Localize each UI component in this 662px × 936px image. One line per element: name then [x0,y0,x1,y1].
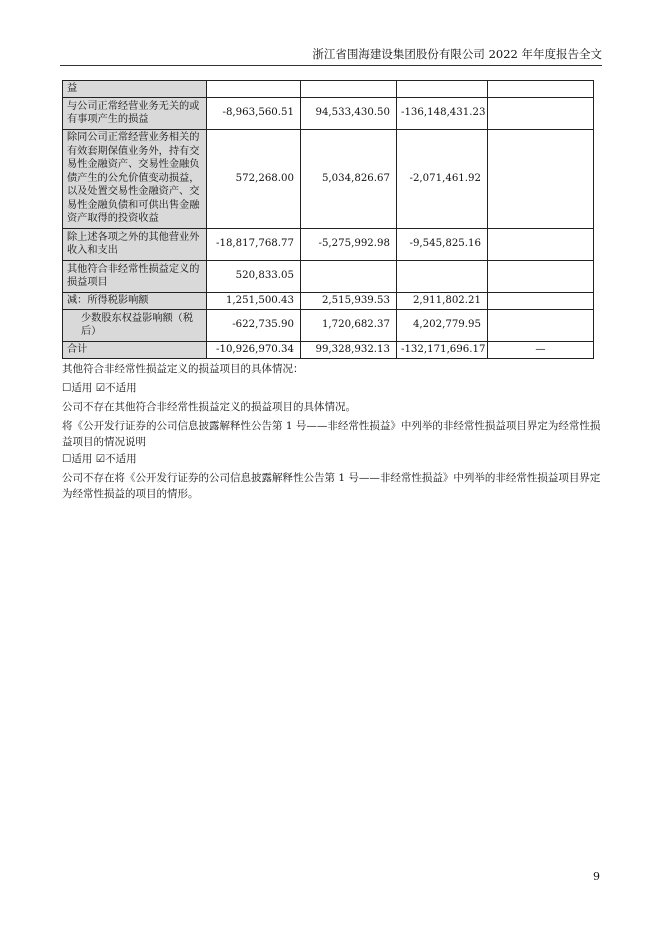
value-cell [207,81,301,98]
page-header [60,47,602,66]
value-cell [488,260,594,292]
value-cell: 99,328,932.13 [301,341,397,358]
value-cell [488,292,594,309]
table-row [63,228,594,260]
paragraph: 其他符合非经常性损益定义的损益项目的具体情况： [62,363,304,375]
row-label: 少数股东权益影响额（税后） [63,309,207,341]
table-row [63,129,594,228]
value-cell: 520,833.05 [207,260,301,292]
page-number: 9 [593,870,600,883]
value-cell: -18,817,768.77 [207,228,301,260]
value-cell [488,81,594,98]
value-cell: -8,963,560.51 [207,97,301,129]
paragraph: 公司不存在其他符合非经常性损益定义的损益项目的具体情况。 [62,401,356,413]
value-cell: -622,735.90 [207,309,301,341]
value-cell: 1,251,500.43 [207,292,301,309]
paragraph: 公司不存在将《公开发行证券的公司信息披露解释性公告第 1 号——非经常性损益》中列举的非经常性损益项目界定为经常性损益的项目的情形。 [62,472,601,500]
value-cell: 2,515,939.53 [301,292,397,309]
value-cell: -10,926,970.34 [207,341,301,358]
value-cell: 4,202,779.95 [397,309,488,341]
value-cell [488,309,594,341]
table-row [63,292,594,309]
value-cell [301,260,397,292]
value-cell [397,260,488,292]
value-cell: — [488,341,594,358]
row-label: 除上述各项之外的其他营业外收入和支出 [63,228,207,260]
value-cell: -9,545,825.16 [397,228,488,260]
value-cell: 2,911,802.21 [397,292,488,309]
value-cell: -5,275,992.98 [301,228,397,260]
table-row [63,309,594,341]
non-recurring-gains-table [62,80,594,359]
value-cell [301,81,397,98]
table-row [63,81,594,98]
row-label: 益 [63,81,207,98]
applicability-checkbox: ☐适用 ☑不适用 [62,453,137,465]
value-cell [488,129,594,228]
value-cell [488,97,594,129]
table-row [63,260,594,292]
table-row [63,97,594,129]
report-title: 浙江省围海建设集团股份有限公司 2022 年年度报告全文 [312,47,602,61]
value-cell [397,81,488,98]
table-row [63,341,594,358]
value-cell: 5,034,826.67 [301,129,397,228]
paragraph: 将《公开发行证券的公司信息披露解释性公告第 1 号——非经常性损益》中列举的非经常性损益项目界定为经常性损益项目的情况说明 [62,420,601,448]
value-cell: 1,720,682.37 [301,309,397,341]
value-cell: 94,533,430.50 [301,97,397,129]
value-cell: -136,148,431.23 [397,97,488,129]
row-label: 合计 [63,341,207,358]
row-label: 与公司正常经营业务无关的或有事项产生的损益 [63,97,207,129]
value-cell [488,228,594,260]
value-cell: -132,171,696.17 [397,341,488,358]
applicability-checkbox: ☐适用 ☑不适用 [62,382,137,394]
value-cell: 572,268.00 [207,129,301,228]
row-label: 除同公司正常经营业务相关的有效套期保值业务外，持有交易性金融资产、交易性金融负债产生的公允价值变动损益，以及处置交易性金融资产、交易性金融负债和可供出售金融资产取得的投资收益 [63,129,207,228]
value-cell: -2,071,461.92 [397,129,488,228]
row-label: 减：所得税影响额 [63,292,207,309]
row-label: 其他符合非经常性损益定义的损益项目 [63,260,207,292]
